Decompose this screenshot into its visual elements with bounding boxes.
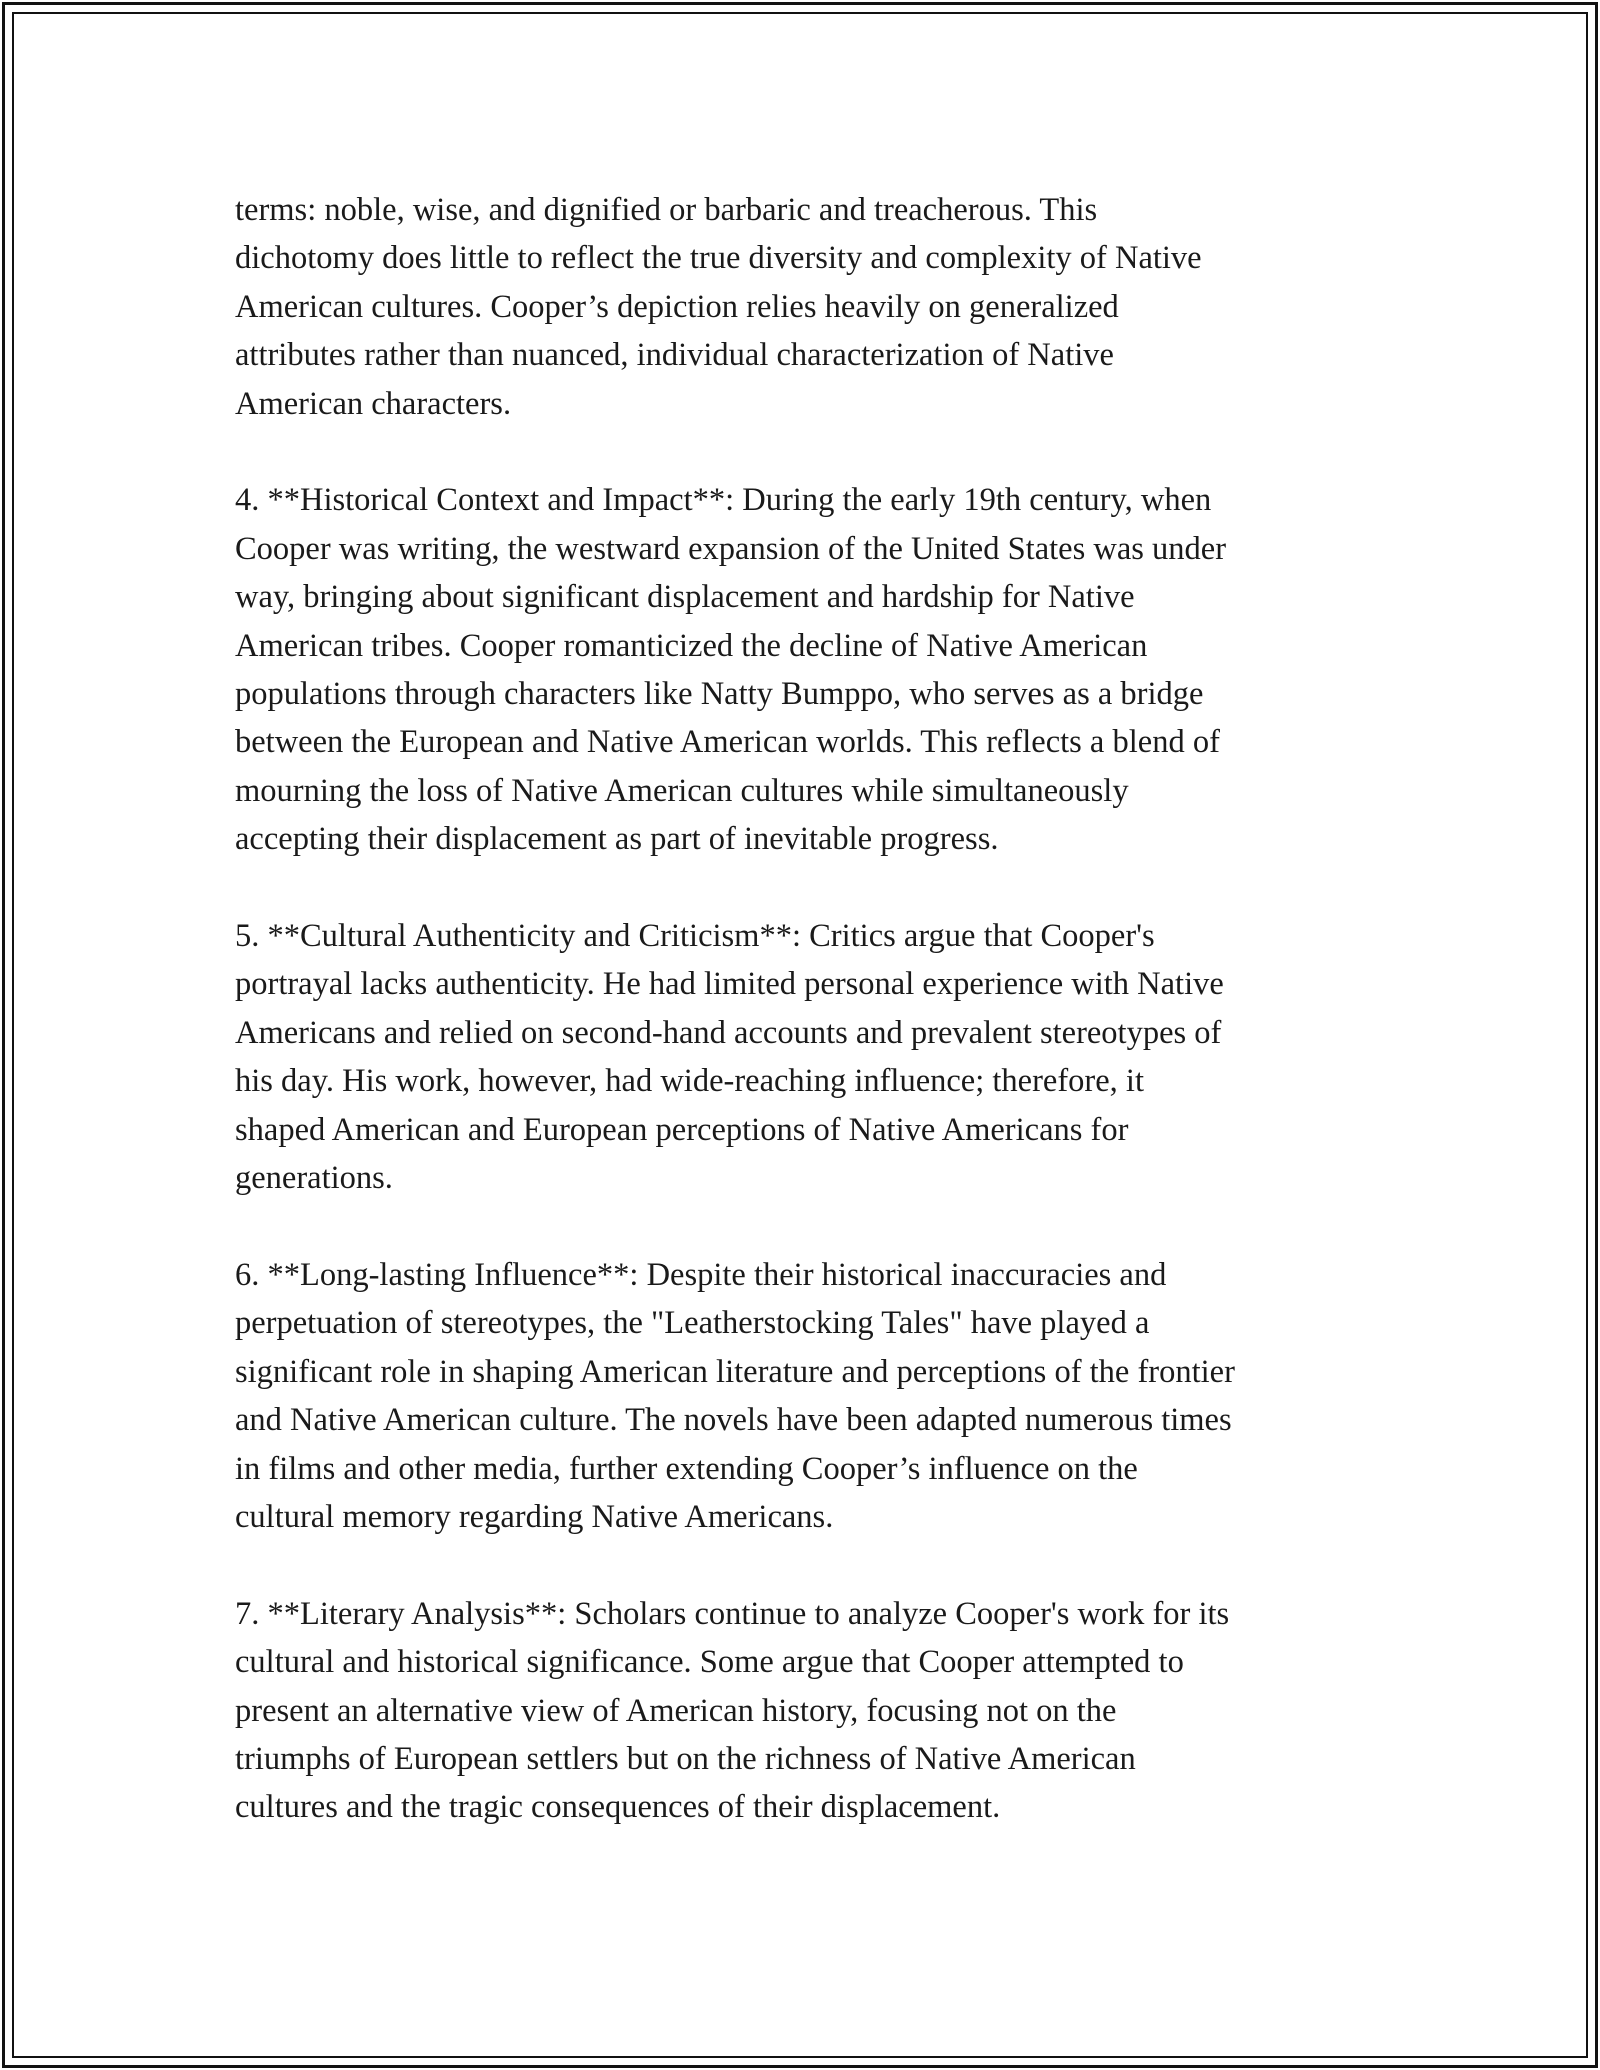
paragraph-continuation xyxy=(235,186,1395,428)
text-line: 7. **Literary Analysis**: Scholars continue to analyze Cooper's work for its xyxy=(235,1595,1230,1632)
text-line: perpetuation of stereotypes, the "Leatherstocking Tales" have played a xyxy=(235,1305,1150,1342)
text-line: Americans and relied on second-hand accounts and prevalent stereotypes of xyxy=(235,1014,1222,1051)
text-line: 6. **Long-lasting Influence**: Despite their historical inaccuracies and xyxy=(235,1256,1167,1293)
text-line: attributes rather than nuanced, individual characterization of Native xyxy=(235,337,1114,374)
text-line: way, bringing about significant displacement and hardship for Native xyxy=(235,579,1135,616)
text-line: cultures and the tragic consequences of their displacement. xyxy=(235,1789,1001,1826)
text-line: dichotomy does little to reflect the true diversity and complexity of Native xyxy=(235,240,1202,277)
text-line: accepting their displacement as part of inevitable progress. xyxy=(235,821,999,858)
text-line: cultural memory regarding Native Americans. xyxy=(235,1498,834,1535)
text-line: his day. His work, however, had wide-reaching influence; therefore, it xyxy=(235,1063,1144,1100)
text-line: significant role in shaping American literature and perceptions of the frontier xyxy=(235,1353,1235,1390)
text-line: 4. **Historical Context and Impact**: During the early 19th century, when xyxy=(235,482,1212,519)
text-line: Cooper was writing, the westward expansion of the United States was under xyxy=(235,530,1227,567)
text-line: and Native American culture. The novels have been adapted numerous times xyxy=(235,1402,1232,1439)
document-body xyxy=(235,186,1395,1880)
text-line: 5. **Cultural Authenticity and Criticism**: Critics argue that Cooper's xyxy=(235,918,1155,955)
text-line: cultural and historical significance. Some argue that Cooper attempted to xyxy=(235,1644,1184,1681)
text-line: American characters. xyxy=(235,385,512,422)
text-line: present an alternative view of American history, focusing not on the xyxy=(235,1692,1117,1729)
paragraph-cultural-authenticity xyxy=(235,912,1395,1202)
text-line: American cultures. Cooper’s depiction relies heavily on generalized xyxy=(235,288,1119,325)
text-line: between the European and Native American worlds. This reflects a blend of xyxy=(235,724,1220,761)
text-line: terms: noble, wise, and dignified or barbaric and treacherous. This xyxy=(235,192,1098,228)
text-line: mourning the loss of Native American cultures while simultaneously xyxy=(235,772,1129,809)
paragraph-historical-context xyxy=(235,476,1395,863)
text-line: shaped American and European perceptions of Native Americans for xyxy=(235,1111,1129,1148)
text-line: American tribes. Cooper romanticized the decline of Native American xyxy=(235,627,1148,664)
text-line: in films and other media, further extending Cooper’s influence on the xyxy=(235,1450,1138,1487)
text-line: populations through characters like Natty Bumppo, who serves as a bridge xyxy=(235,676,1204,713)
paragraph-literary-analysis xyxy=(235,1590,1395,1832)
text-line: generations. xyxy=(235,1160,393,1197)
text-line: triumphs of European settlers but on the richness of Native American xyxy=(235,1740,1136,1777)
paragraph-long-lasting-influence xyxy=(235,1251,1395,1541)
text-line: portrayal lacks authenticity. He had limited personal experience with Native xyxy=(235,966,1224,1003)
